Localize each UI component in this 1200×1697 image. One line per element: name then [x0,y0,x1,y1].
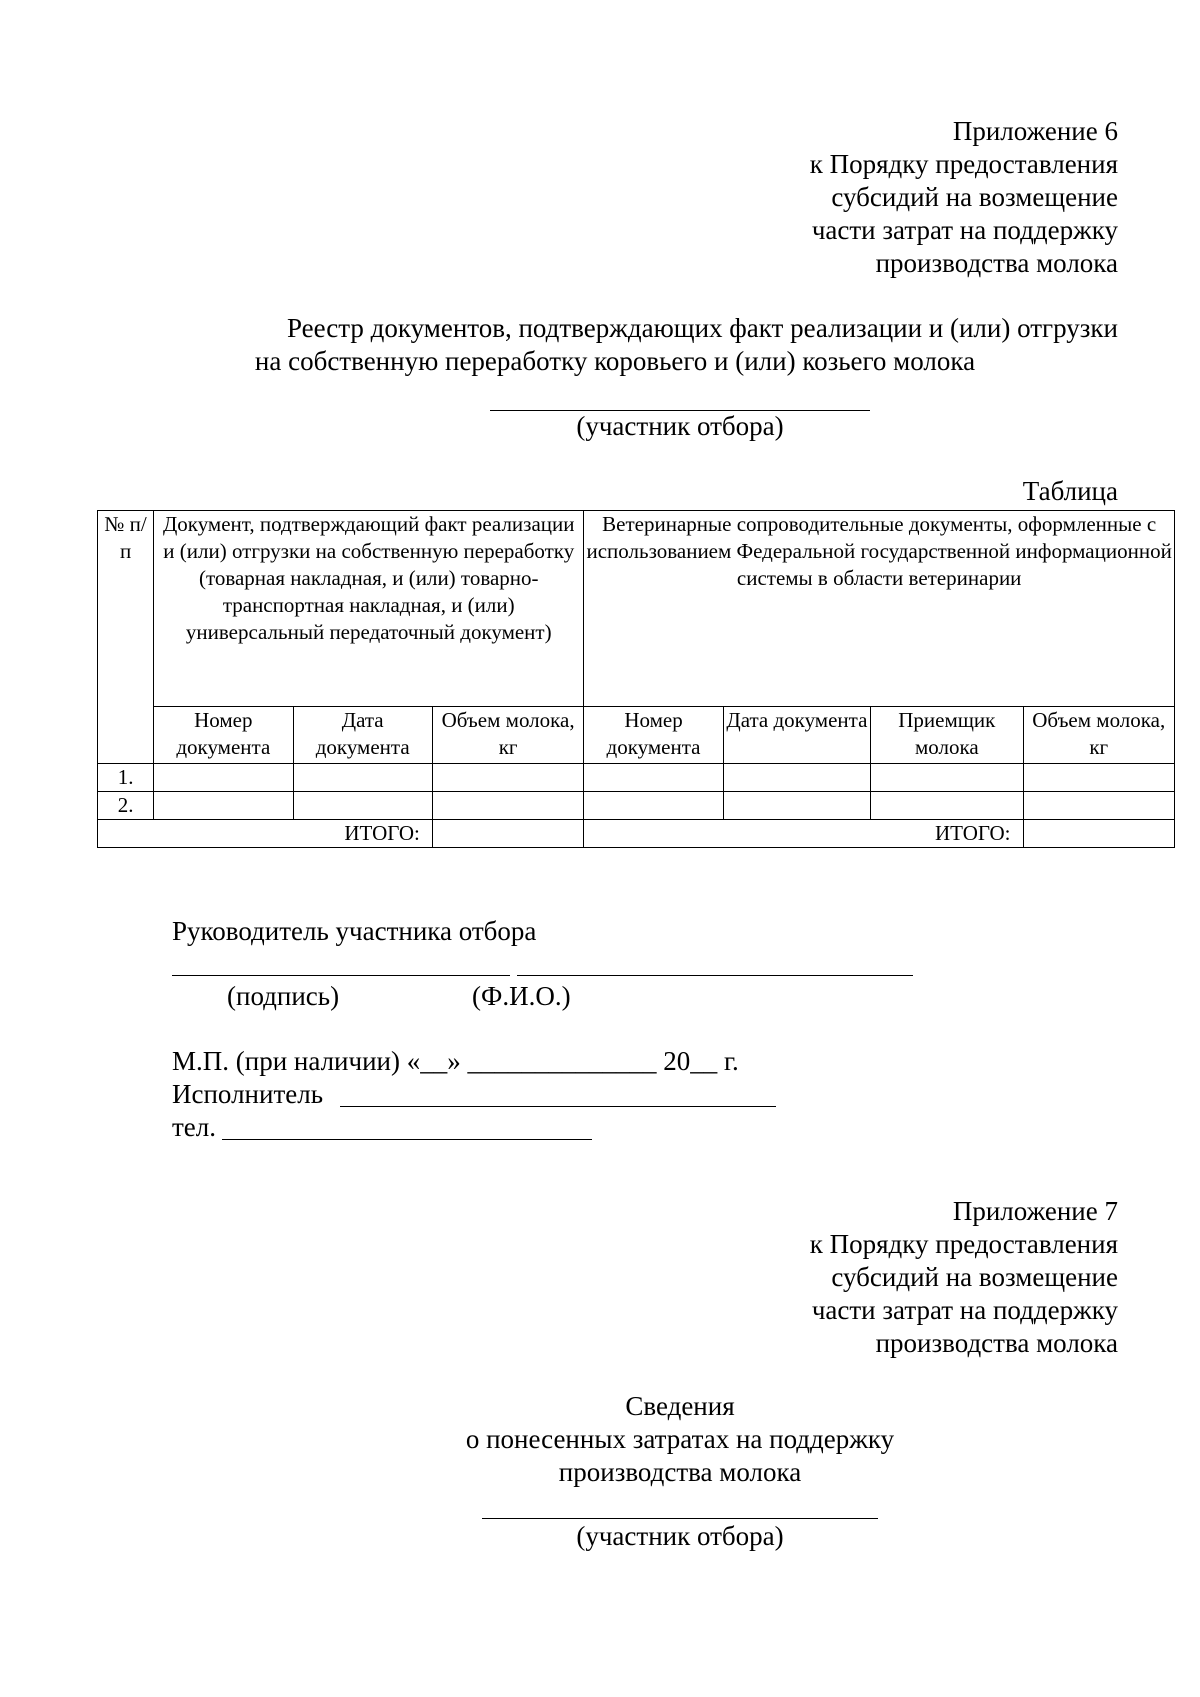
appendix7-line-3: части затрат на поддержку [811,1295,1118,1325]
info-block [380,1390,980,1489]
appendix6-line-2: субсидий на возмещение [831,182,1118,212]
col-header-milk-volume-1: Объем молока, кг [432,707,583,764]
table-cell [584,764,723,792]
total-value-2 [1023,820,1174,848]
table-cell [723,792,870,820]
col-header-num: № п/п [98,511,154,764]
appendix7-line-4: производства молока [875,1328,1118,1358]
col-header-milk-volume-2: Объем молока, кг [1023,707,1174,764]
table-cell [723,764,870,792]
info-participant-underline [482,1518,878,1519]
total-label-1: ИТОГО: [98,820,433,848]
stamp-date-line: М.П. (при наличии) «__» ______________ 20__ г. [172,1046,739,1076]
table-cell [154,792,293,820]
table-cell [584,792,723,820]
appendix7-title: Приложение 7 [952,1196,1118,1226]
participant-caption: (участник отбора) [576,411,784,441]
appendix7-block [518,1195,1118,1360]
signature-caption: (подпись) [227,981,340,1011]
table-row [98,792,1175,820]
info-title: Сведения [625,1391,735,1421]
info-line-2: производства молока [558,1457,802,1487]
table-cell [871,792,1023,820]
table-cell [293,792,432,820]
table-cell [871,764,1023,792]
col-group-sale-document: Документ, подтверждающий факт реализации и (или) отгрузки на собственную переработку (товарная накладная, и (или) товарно-транспортная накладная, и (или) универсальный передаточный документ) [154,511,584,707]
row-number: 1. [98,764,154,792]
appendix6-line-1: к Порядку предоставления [809,149,1118,179]
executor-underline [340,1106,776,1107]
table-cell [293,764,432,792]
phone-label: тел. [172,1112,217,1142]
appendix6-block [518,115,1118,280]
signature-underline [172,975,510,976]
table-cell [154,764,293,792]
appendix6-title: Приложение 6 [952,116,1118,146]
col-header-doc-date-1: Дата документа [293,707,432,764]
phone-underline [222,1139,592,1140]
table-cell [432,792,583,820]
col-header-doc-date-2: Дата документа [723,707,870,764]
table-cell [432,764,583,792]
appendix7-line-1: к Порядку предоставления [809,1229,1118,1259]
head-label: Руководитель участника отбора [172,916,537,946]
registry-table [97,510,1175,848]
table-total-row [98,820,1175,848]
executor-label: Исполнитель [172,1079,324,1109]
table-cell [1023,764,1174,792]
col-header-doc-number-2: Номер документа [584,707,723,764]
name-caption: (Ф.И.О.) [472,981,571,1011]
info-participant-caption: (участник отбора) [576,1521,784,1551]
total-label-2: ИТОГО: [584,820,1023,848]
col-group-vet-documents: Ветеринарные сопроводительные документы, оформленные с использованием Федеральной государственной информационной системы в области ветеринарии [584,511,1175,707]
table-cell [1023,792,1174,820]
row-number: 2. [98,792,154,820]
registry-title-line-2: на собственную переработку коровьего и (или) козьего молока [254,346,976,376]
col-header-doc-number-1: Номер документа [154,707,293,764]
registry-title-line-1: Реестр документов, подтверждающих факт реализации и (или) отгрузки [286,313,1118,343]
name-underline [517,975,913,976]
table-label: Таблица [1022,476,1118,506]
appendix6-line-3: части затрат на поддержку [811,215,1118,245]
appendix7-line-2: субсидий на возмещение [831,1262,1118,1292]
appendix6-line-4: производства молока [875,248,1118,278]
info-line-1: о понесенных затратах на поддержку [465,1424,895,1454]
col-header-milk-receiver: Приемщик молока [871,707,1023,764]
table-row [98,764,1175,792]
total-value-1 [432,820,583,848]
